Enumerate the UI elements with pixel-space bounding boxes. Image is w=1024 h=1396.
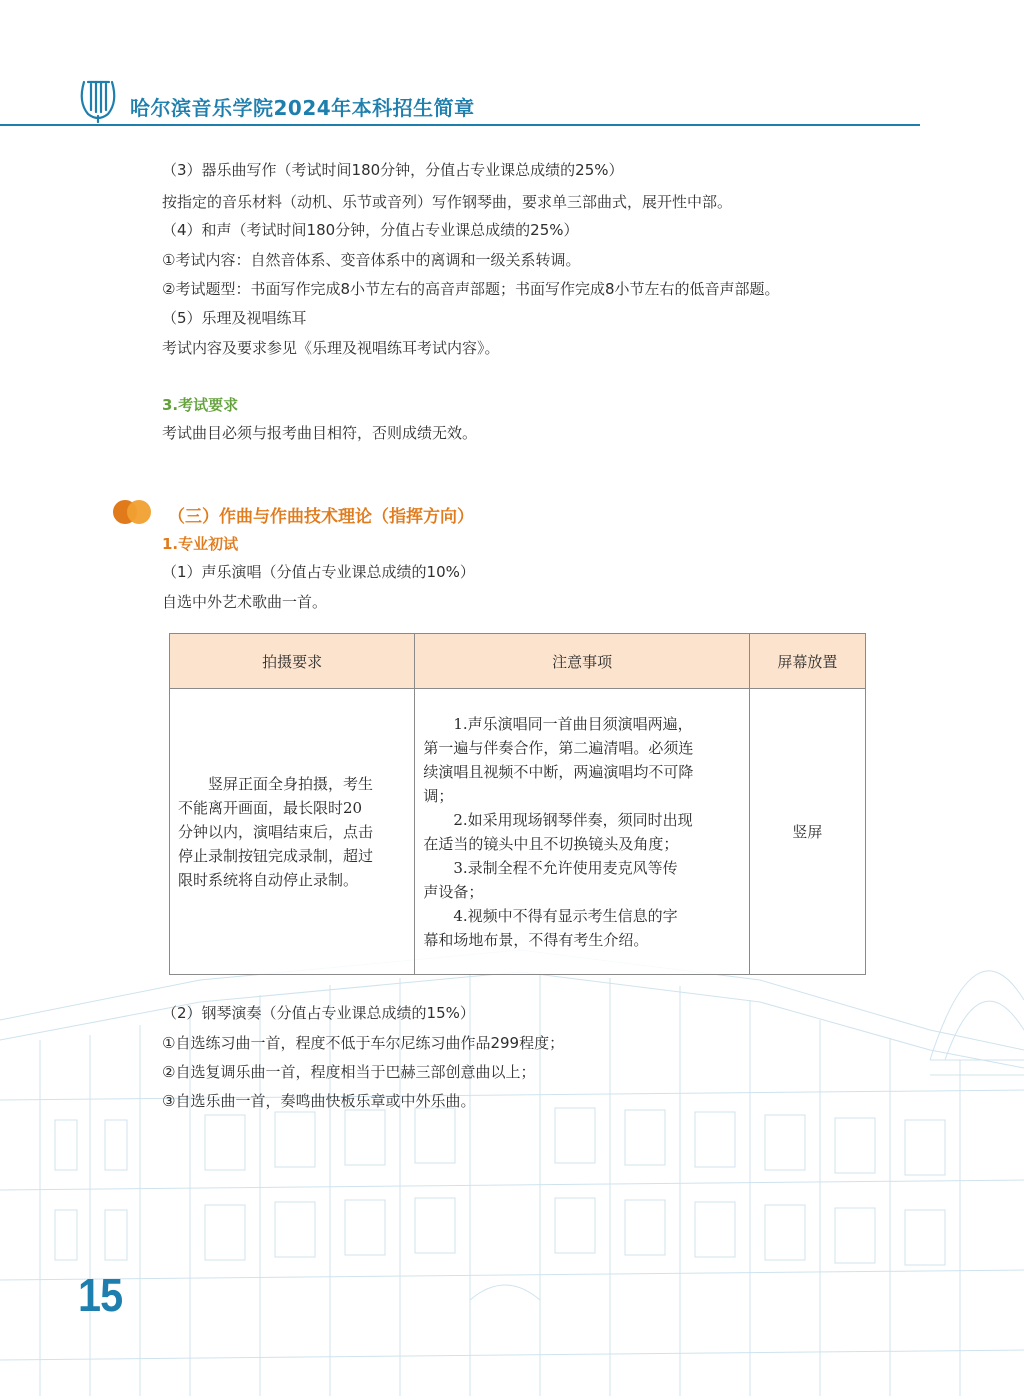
cell-line: 停止录制按钮完成录制，超过: [178, 846, 374, 865]
text-line: 按指定的音乐材料（动机、乐节或音列）写作钢琴曲，要求单三部曲式，展开性中部。: [162, 193, 733, 211]
cell-line: 第一遍与伴奏合作，第二遍清唱。必须连: [423, 738, 694, 757]
page-number: 15: [78, 1269, 123, 1321]
text-line: ①考试内容：自然音体系、变音体系中的离调和一级关系转调。: [162, 251, 581, 269]
header-title: 哈尔滨音乐学院2024年本科招生简章: [130, 96, 475, 120]
text-line: ②自选复调乐曲一首，程度相当于巴赫三部创意曲以上；: [162, 1063, 536, 1081]
cell-line: 不能离开画面，最长限时20: [178, 798, 363, 817]
cell-line: 4.视频中不得有显示考生信息的字: [453, 906, 678, 925]
section-bullet-icon: [113, 500, 153, 524]
text-line: ②考试题型：书面写作完成8小节左右的高音声部题；书面写作完成8小节左右的低音声部题。: [162, 280, 780, 298]
table-header-cell: 注意事项: [415, 634, 749, 689]
text-line: ①自选练习曲一首，程度不低于车尔尼练习曲作品299程度；: [162, 1034, 565, 1052]
vocal-title: （1）声乐演唱（分值占专业课总成绩的10%）: [162, 563, 475, 581]
page-header: [0, 0, 1024, 128]
cell-line: 续演唱且视频不中断，两遍演唱均不可降: [423, 762, 694, 781]
cell-line: 1.声乐演唱同一首曲目须演唱两遍，: [453, 714, 693, 733]
table-header-row: [170, 634, 866, 689]
text-line: （3）器乐曲写作（考试时间180分钟，分值占专业课总成绩的25%）: [162, 161, 624, 179]
cell-line: 调；: [423, 786, 454, 805]
header-divider: [0, 124, 920, 126]
text-line: （4）和声（考试时间180分钟，分值占专业课总成绩的25%）: [162, 221, 579, 239]
table-header-cell: 拍摄要求: [170, 634, 415, 689]
section-heading: （三）作曲与作曲技术理论（指挥方向）: [168, 507, 474, 527]
recording-requirements-table: [169, 633, 866, 975]
exam-requirements-heading: 3.考试要求: [162, 396, 239, 414]
cell-line: 限时系统将自动停止录制。: [178, 870, 359, 889]
sub-heading: 1.专业初试: [162, 535, 239, 553]
cell-line: 声设备；: [423, 882, 484, 901]
text-line: 考试内容及要求参见《乐理及视唱练耳考试内容》。: [162, 339, 500, 357]
cell-line: 竖屏正面全身拍摄，考生: [208, 774, 374, 793]
text-line: （5）乐理及视唱练耳: [162, 309, 307, 327]
lyre-logo-icon: [76, 76, 120, 124]
text-line: ③自选乐曲一首，奏鸣曲快板乐章或中外乐曲。: [162, 1092, 476, 1110]
exam-requirements-text: 考试曲目必须与报考曲目相符，否则成绩无效。: [162, 424, 478, 442]
cell-line: 2.如采用现场钢琴伴奏，须同时出现: [453, 810, 693, 829]
notes-cell: [415, 689, 749, 975]
cell-line: 分钟以内，演唱结束后，点击: [178, 822, 374, 841]
table-row: [170, 689, 866, 975]
text-line: （2）钢琴演奏（分值占专业课总成绩的15%）: [162, 1004, 475, 1022]
filming-requirements-cell: [170, 689, 415, 975]
cell-line: 幕和场地布景，不得有考生介绍。: [423, 930, 649, 949]
vocal-description: 自选中外艺术歌曲一首。: [162, 593, 328, 611]
screen-orientation-cell: 竖屏: [749, 689, 865, 975]
background-building-illustration: [0, 940, 1024, 1396]
cell-line: 3.录制全程不允许使用麦克风等传: [453, 858, 678, 877]
cell-line: 在适当的镜头中且不切换镜头及角度；: [423, 834, 679, 853]
table-header-cell: 屏幕放置: [749, 634, 865, 689]
